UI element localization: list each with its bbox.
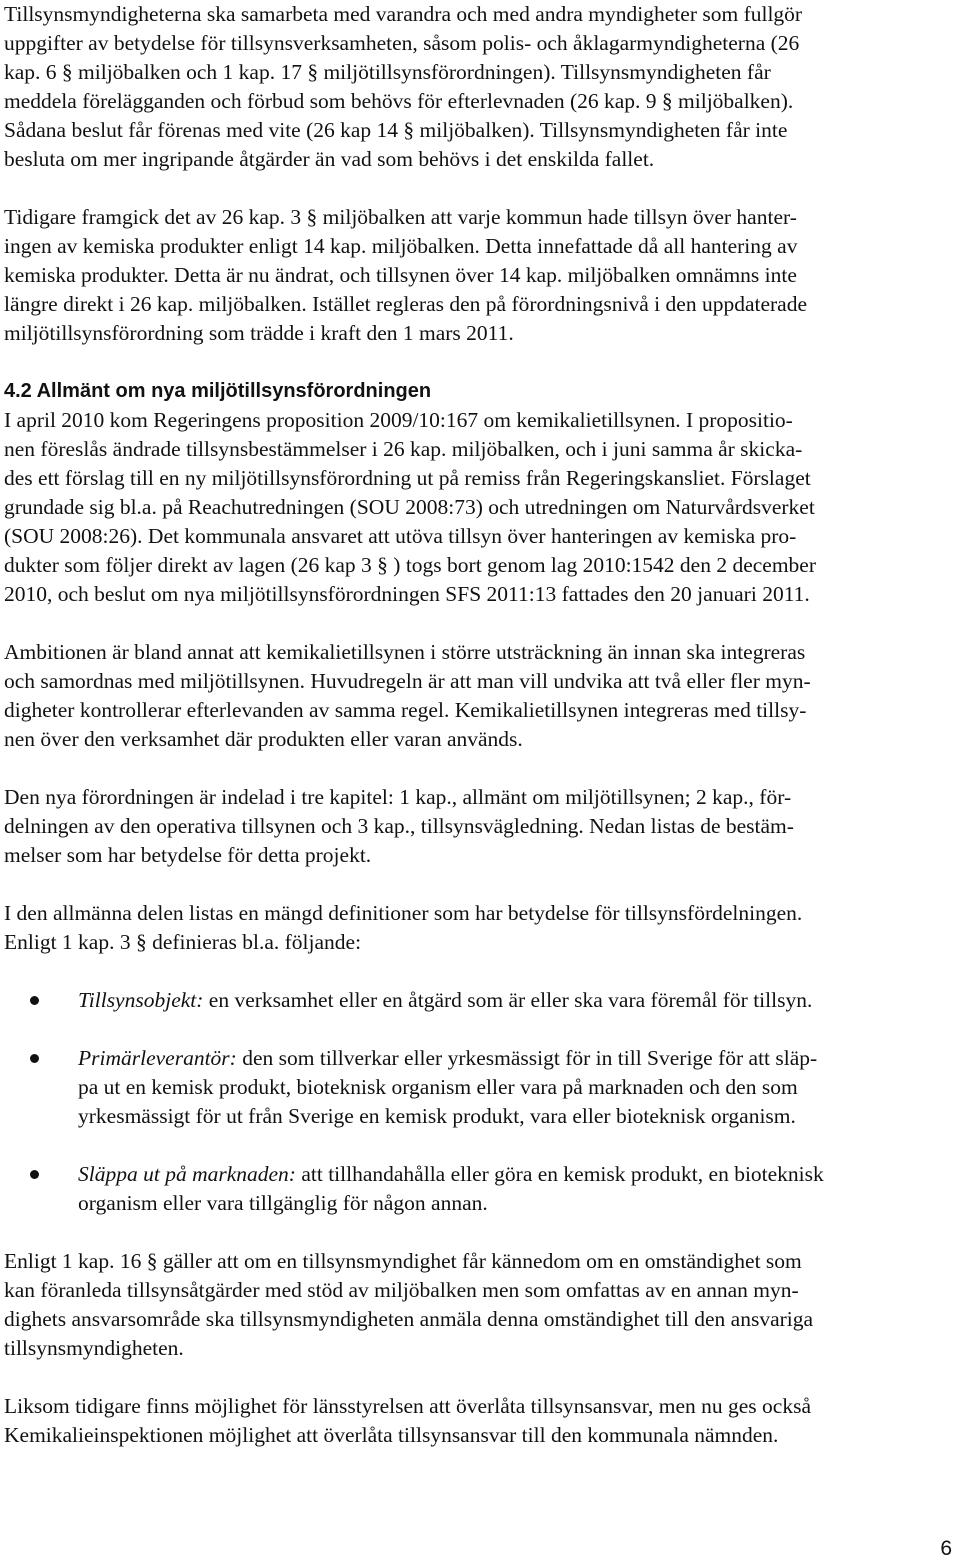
definition-text: att tillhandahålla eller göra en kemisk produkt, en bioteknisk [295,1162,824,1186]
paragraph [4,1392,954,1450]
text-line [78,1160,954,1189]
text-line: Tillsynsmyndigheterna ska samarbeta med varandra och med andra myndigheter som fullgör [4,2,803,26]
text-line: yrkesmässigt för ut från Sverige en kemisk produkt, vara eller bioteknisk organism. [78,1104,796,1128]
text-line: Kemikalieinspektionen möjlighet att överlåta tillsynsansvar till den kommunala nämnden. [4,1423,779,1447]
text-line: des ett förslag till en ny miljötillsynsförordning ut på remiss från Regeringskansliet. Förslaget [4,466,811,490]
document-page [4,0,954,1450]
list-item [4,1044,954,1131]
text-line: Enligt 1 kap. 3 § definieras bl.a. följande: [4,930,362,954]
paragraph [4,783,954,870]
paragraph [4,203,954,348]
text-line: 2010, och beslut om nya miljötillsynsförordningen SFS 2011:13 fattades den 20 januari 2011. [4,582,810,606]
text-line: längre direkt i 26 kap. miljöbalken. Istället regleras den på förordningsnivå i den uppdaterade [4,292,807,316]
definition-term: Primärleverantör: [78,1046,237,1070]
bullet-icon [30,1170,39,1179]
definition-term: Släppa ut på marknaden: [78,1162,296,1186]
text-line: tillsynsmyndigheten. [4,1336,184,1360]
text-line: Den nya förordningen är indelad i tre kapitel: 1 kap., allmänt om miljötillsynen; 2 kap., för- [4,785,792,809]
definition-term: Tillsynsobjekt: [78,988,204,1012]
text-line: ingen av kemiska produkter enligt 14 kap. miljöbalken. Detta innefattade då all hantering av [4,234,798,258]
text-line: miljötillsynsförordning som trädde i kraft den 1 mars 2011. [4,321,514,345]
section-heading: 4.2 Allmänt om nya miljötillsynsförordningen [4,380,432,402]
paragraph [4,0,954,174]
definition-text: en verksamhet eller en åtgärd som är eller ska vara föremål för tillsyn. [203,988,813,1012]
text-line: nen över den verksamhet där produkten eller varan används. [4,727,523,751]
text-line: Tidigare framgick det av 26 kap. 3 § miljöbalken att varje kommun hade tillsyn över hanter- [4,205,797,229]
text-line: och samordnas med miljötillsynen. Huvudregeln är att man vill undvika att två eller fler myn- [4,669,811,693]
text-line: kemiska produkter. Detta är nu ändrat, och tillsynen över 14 kap. miljöbalken omnämns inte [4,263,797,287]
text-line: nen föreslås ändrade tillsynsbestämmelser i 26 kap. miljöbalken, och i juni samma år skicka- [4,437,803,461]
text-line: digheter kontrollerar efterlevanden av samma regel. Kemikalietillsynen integreras med tillsy- [4,698,807,722]
list-item [4,1160,954,1218]
text-line: dighets ansvarsområde ska tillsynsmyndigheten anmäla denna omständighet till den ansvariga [4,1307,814,1331]
text-line: Enligt 1 kap. 16 § gäller att om en tillsynsmyndighet får kännedom om en omständighet som [4,1249,802,1273]
paragraph [4,638,954,754]
page-number: 6 [940,1537,952,1560]
text-line: kap. 6 § miljöbalken och 1 kap. 17 § miljötillsynsförordningen). Tillsynsmyndigheten får [4,60,771,84]
bullet-icon [30,1054,39,1063]
paragraph [4,406,954,609]
text-line: grundade sig bl.a. på Reachutredningen (SOU 2008:73) och utredningen om Naturvårdsverket [4,495,815,519]
text-line: dukter som följer direkt av lagen (26 kap 3 § ) togs bort genom lag 2010:1542 den 2 december [4,553,817,577]
text-line: kan föranleda tillsynsåtgärder med stöd av miljöbalken men som omfattas av en annan myn- [4,1278,799,1302]
text-line [78,1044,954,1073]
text-line [78,986,954,1015]
text-line: Sådana beslut får förenas med vite (26 kap 14 § miljöbalken). Tillsynsmyndigheten får inte [4,118,788,142]
text-line: pa ut en kemisk produkt, bioteknisk organism eller vara på marknaden och den som [78,1075,798,1099]
definition-text: den som tillverkar eller yrkesmässigt för in till Sverige för att släp- [236,1046,818,1070]
text-line: meddela förelägganden och förbud som behövs för efterlevnaden (26 kap. 9 § miljöbalken). [4,89,794,113]
text-line: organism eller vara tillgänglig för någon annan. [78,1191,488,1215]
text-line: I april 2010 kom Regeringens proposition 2009/10:167 om kemikalietillsynen. I propositio- [4,408,793,432]
text-line: delningen av den operativa tillsynen och 3 kap., tillsynsvägledning. Nedan listas de bestäm- [4,814,794,838]
definition-list [4,986,954,1218]
paragraph [4,1247,954,1363]
paragraph [4,899,954,957]
text-line: (SOU 2008:26). Det kommunala ansvaret att utöva tillsyn över hanteringen av kemiska pro- [4,524,797,548]
text-line: Ambitionen är bland annat att kemikalietillsynen i större utsträckning än innan ska integreras [4,640,806,664]
text-line: I den allmänna delen listas en mängd definitioner som har betydelse för tillsynsfördelningen. [4,901,803,925]
text-line: Liksom tidigare finns möjlighet för länsstyrelsen att överlåta tillsynsansvar, men nu ges också [4,1394,812,1418]
text-line: uppgifter av betydelse för tillsynsverksamheten, såsom polis- och åklagarmyndigheterna (26 [4,31,800,55]
bullet-icon [30,996,39,1005]
text-line: besluta om mer ingripande åtgärder än vad som behövs i det enskilda fallet. [4,147,655,171]
list-item [4,986,954,1015]
text-line: melser som har betydelse för detta projekt. [4,843,372,867]
